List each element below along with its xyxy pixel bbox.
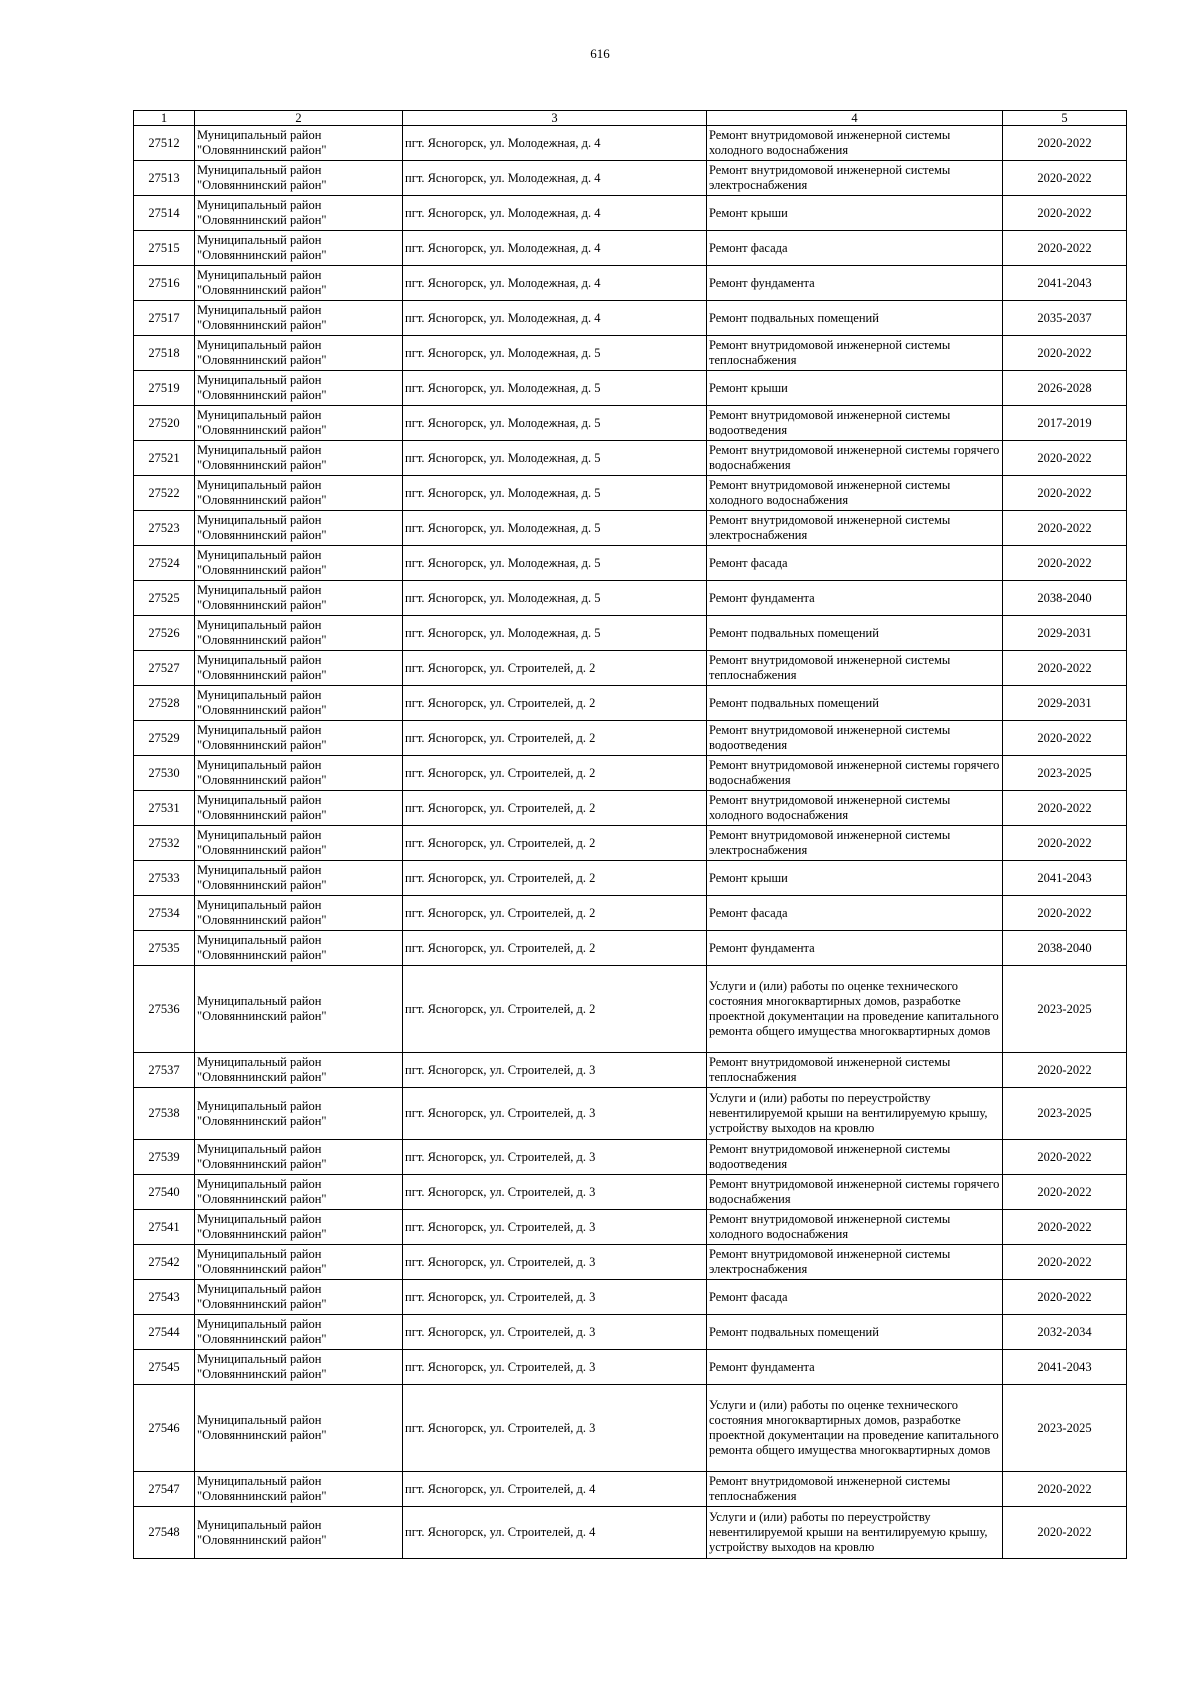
address-cell: пгт. Ясногорск, ул. Молодежная, д. 5 — [403, 581, 707, 616]
row-number: 27525 — [134, 581, 195, 616]
municipality-cell: Муниципальный район "Оловяннинский район" — [195, 441, 403, 476]
municipality-cell: Муниципальный район "Оловяннинский район" — [195, 1210, 403, 1245]
table-row — [134, 896, 1127, 931]
column-header-4: 4 — [707, 111, 1003, 126]
period-cell: 2023-2025 — [1003, 1088, 1127, 1140]
period-cell: 2020-2022 — [1003, 231, 1127, 266]
period-cell: 2038-2040 — [1003, 581, 1127, 616]
work-type-cell: Ремонт подвальных помещений — [707, 616, 1003, 651]
work-type-cell: Ремонт внутридомовой инженерной системы электроснабжения — [707, 1245, 1003, 1280]
municipality-cell: Муниципальный район "Оловяннинский район" — [195, 581, 403, 616]
row-number: 27527 — [134, 651, 195, 686]
address-cell: пгт. Ясногорск, ул. Строителей, д. 2 — [403, 931, 707, 966]
municipality-cell: Муниципальный район "Оловяннинский район" — [195, 791, 403, 826]
work-type-cell: Ремонт подвальных помещений — [707, 301, 1003, 336]
municipality-cell: Муниципальный район "Оловяннинский район" — [195, 1472, 403, 1507]
row-number: 27531 — [134, 791, 195, 826]
municipality-cell: Муниципальный район "Оловяннинский район" — [195, 1385, 403, 1472]
row-number: 27545 — [134, 1350, 195, 1385]
period-cell: 2020-2022 — [1003, 1245, 1127, 1280]
address-cell: пгт. Ясногорск, ул. Молодежная, д. 5 — [403, 406, 707, 441]
municipality-cell: Муниципальный район "Оловяннинский район" — [195, 861, 403, 896]
address-cell: пгт. Ясногорск, ул. Строителей, д. 3 — [403, 1175, 707, 1210]
municipality-cell: Муниципальный район "Оловяннинский район" — [195, 476, 403, 511]
period-cell: 2020-2022 — [1003, 896, 1127, 931]
table-row — [134, 1350, 1127, 1385]
row-number: 27547 — [134, 1472, 195, 1507]
table-row — [134, 1315, 1127, 1350]
row-number: 27546 — [134, 1385, 195, 1472]
period-cell: 2038-2040 — [1003, 931, 1127, 966]
address-cell: пгт. Ясногорск, ул. Строителей, д. 4 — [403, 1507, 707, 1559]
row-number: 27515 — [134, 231, 195, 266]
row-number: 27548 — [134, 1507, 195, 1559]
row-number: 27518 — [134, 336, 195, 371]
address-cell: пгт. Ясногорск, ул. Молодежная, д. 5 — [403, 336, 707, 371]
table-row — [134, 1088, 1127, 1140]
row-number: 27520 — [134, 406, 195, 441]
table-row — [134, 1140, 1127, 1175]
work-type-cell: Ремонт внутридомовой инженерной системы горячего водоснабжения — [707, 1175, 1003, 1210]
work-type-cell: Ремонт внутридомовой инженерной системы водоотведения — [707, 1140, 1003, 1175]
row-number: 27522 — [134, 476, 195, 511]
table-row — [134, 651, 1127, 686]
row-number: 27524 — [134, 546, 195, 581]
column-header-3: 3 — [403, 111, 707, 126]
table-row — [134, 336, 1127, 371]
row-number: 27536 — [134, 966, 195, 1053]
column-header-1: 1 — [134, 111, 195, 126]
work-type-cell: Услуги и (или) работы по оценке технического состояния многоквартирных домов, разработке проектной документации на проведение капитального ремонта общего имущества многоквартирных домов — [707, 966, 1003, 1053]
period-cell: 2041-2043 — [1003, 861, 1127, 896]
table-row — [134, 721, 1127, 756]
period-cell: 2020-2022 — [1003, 1472, 1127, 1507]
municipality-cell: Муниципальный район "Оловяннинский район" — [195, 301, 403, 336]
work-type-cell: Ремонт внутридомовой инженерной системы электроснабжения — [707, 826, 1003, 861]
address-cell: пгт. Ясногорск, ул. Молодежная, д. 4 — [403, 266, 707, 301]
period-cell: 2020-2022 — [1003, 196, 1127, 231]
table-row — [134, 511, 1127, 546]
row-number: 27543 — [134, 1280, 195, 1315]
address-cell: пгт. Ясногорск, ул. Молодежная, д. 4 — [403, 301, 707, 336]
work-type-cell: Ремонт крыши — [707, 196, 1003, 231]
row-number: 27541 — [134, 1210, 195, 1245]
row-number: 27542 — [134, 1245, 195, 1280]
municipality-cell: Муниципальный район "Оловяннинский район" — [195, 966, 403, 1053]
table-row — [134, 441, 1127, 476]
municipality-cell: Муниципальный район "Оловяннинский район" — [195, 1175, 403, 1210]
municipality-cell: Муниципальный район "Оловяннинский район" — [195, 266, 403, 301]
table-row — [134, 1245, 1127, 1280]
work-type-cell: Ремонт крыши — [707, 861, 1003, 896]
row-number: 27530 — [134, 756, 195, 791]
table-row — [134, 1175, 1127, 1210]
table-row — [134, 476, 1127, 511]
work-type-cell: Ремонт фасада — [707, 546, 1003, 581]
address-cell: пгт. Ясногорск, ул. Строителей, д. 2 — [403, 686, 707, 721]
work-type-cell: Ремонт внутридомовой инженерной системы холодного водоснабжения — [707, 791, 1003, 826]
municipality-cell: Муниципальный район "Оловяннинский район" — [195, 371, 403, 406]
row-number: 27521 — [134, 441, 195, 476]
work-type-cell: Ремонт внутридомовой инженерной системы теплоснабжения — [707, 651, 1003, 686]
period-cell: 2041-2043 — [1003, 1350, 1127, 1385]
work-type-cell: Ремонт внутридомовой инженерной системы электроснабжения — [707, 511, 1003, 546]
row-number: 27538 — [134, 1088, 195, 1140]
table-row — [134, 371, 1127, 406]
work-type-cell: Ремонт внутридомовой инженерной системы электроснабжения — [707, 161, 1003, 196]
table-row — [134, 196, 1127, 231]
row-number: 27537 — [134, 1053, 195, 1088]
period-cell: 2020-2022 — [1003, 1507, 1127, 1559]
work-type-cell: Ремонт внутридомовой инженерной системы холодного водоснабжения — [707, 1210, 1003, 1245]
table-row — [134, 616, 1127, 651]
work-type-cell: Ремонт фундамента — [707, 931, 1003, 966]
table-row — [134, 861, 1127, 896]
period-cell: 2017-2019 — [1003, 406, 1127, 441]
row-number: 27544 — [134, 1315, 195, 1350]
table-row — [134, 581, 1127, 616]
row-number: 27540 — [134, 1175, 195, 1210]
period-cell: 2020-2022 — [1003, 651, 1127, 686]
period-cell: 2023-2025 — [1003, 966, 1127, 1053]
address-cell: пгт. Ясногорск, ул. Строителей, д. 2 — [403, 826, 707, 861]
table-row — [134, 1472, 1127, 1507]
municipality-cell: Муниципальный район "Оловяннинский район" — [195, 686, 403, 721]
period-cell: 2020-2022 — [1003, 546, 1127, 581]
work-type-cell: Ремонт фасада — [707, 896, 1003, 931]
page-number: 616 — [590, 46, 610, 61]
period-cell: 2020-2022 — [1003, 1175, 1127, 1210]
period-cell: 2020-2022 — [1003, 1140, 1127, 1175]
table-row — [134, 1385, 1127, 1472]
table-row — [134, 231, 1127, 266]
row-number: 27534 — [134, 896, 195, 931]
period-cell: 2032-2034 — [1003, 1315, 1127, 1350]
municipality-cell: Муниципальный район "Оловяннинский район" — [195, 406, 403, 441]
table-row — [134, 546, 1127, 581]
table-body — [134, 126, 1127, 1559]
municipality-cell: Муниципальный район "Оловяннинский район" — [195, 721, 403, 756]
municipality-cell: Муниципальный район "Оловяннинский район" — [195, 1140, 403, 1175]
municipality-cell: Муниципальный район "Оловяннинский район" — [195, 1280, 403, 1315]
period-cell: 2020-2022 — [1003, 476, 1127, 511]
address-cell: пгт. Ясногорск, ул. Молодежная, д. 5 — [403, 476, 707, 511]
work-type-cell: Ремонт внутридомовой инженерной системы теплоснабжения — [707, 1053, 1003, 1088]
address-cell: пгт. Ясногорск, ул. Строителей, д. 3 — [403, 1210, 707, 1245]
work-type-cell: Ремонт внутридомовой инженерной системы теплоснабжения — [707, 336, 1003, 371]
period-cell: 2020-2022 — [1003, 1053, 1127, 1088]
municipality-cell: Муниципальный район "Оловяннинский район" — [195, 511, 403, 546]
column-number-row — [134, 111, 1127, 126]
address-cell: пгт. Ясногорск, ул. Строителей, д. 3 — [403, 1245, 707, 1280]
work-type-cell: Ремонт внутридомовой инженерной системы водоотведения — [707, 721, 1003, 756]
work-type-cell: Ремонт фасада — [707, 231, 1003, 266]
address-cell: пгт. Ясногорск, ул. Строителей, д. 4 — [403, 1472, 707, 1507]
work-type-cell: Ремонт внутридомовой инженерной системы водоотведения — [707, 406, 1003, 441]
row-number: 27516 — [134, 266, 195, 301]
table-row — [134, 931, 1127, 966]
address-cell: пгт. Ясногорск, ул. Молодежная, д. 5 — [403, 371, 707, 406]
work-type-cell: Ремонт фундамента — [707, 1350, 1003, 1385]
period-cell: 2020-2022 — [1003, 336, 1127, 371]
table-row — [134, 406, 1127, 441]
table-row — [134, 161, 1127, 196]
row-number: 27514 — [134, 196, 195, 231]
table-row — [134, 756, 1127, 791]
address-cell: пгт. Ясногорск, ул. Строителей, д. 2 — [403, 721, 707, 756]
municipality-cell: Муниципальный район "Оловяннинский район" — [195, 826, 403, 861]
address-cell: пгт. Ясногорск, ул. Строителей, д. 2 — [403, 966, 707, 1053]
period-cell: 2020-2022 — [1003, 441, 1127, 476]
address-cell: пгт. Ясногорск, ул. Молодежная, д. 5 — [403, 511, 707, 546]
municipality-cell: Муниципальный район "Оловяннинский район" — [195, 196, 403, 231]
municipality-cell: Муниципальный район "Оловяннинский район" — [195, 336, 403, 371]
work-type-cell: Ремонт фундамента — [707, 581, 1003, 616]
address-cell: пгт. Ясногорск, ул. Молодежная, д. 4 — [403, 196, 707, 231]
municipality-cell: Муниципальный район "Оловяннинский район" — [195, 931, 403, 966]
period-cell: 2035-2037 — [1003, 301, 1127, 336]
municipality-cell: Муниципальный район "Оловяннинский район" — [195, 1507, 403, 1559]
table-row — [134, 1280, 1127, 1315]
column-header-2: 2 — [195, 111, 403, 126]
address-cell: пгт. Ясногорск, ул. Строителей, д. 3 — [403, 1315, 707, 1350]
period-cell: 2023-2025 — [1003, 1385, 1127, 1472]
table-row — [134, 1053, 1127, 1088]
period-cell: 2026-2028 — [1003, 371, 1127, 406]
address-cell: пгт. Ясногорск, ул. Строителей, д. 2 — [403, 791, 707, 826]
municipality-cell: Муниципальный район "Оловяннинский район" — [195, 126, 403, 161]
municipality-cell: Муниципальный район "Оловяннинский район" — [195, 651, 403, 686]
address-cell: пгт. Ясногорск, ул. Строителей, д. 3 — [403, 1053, 707, 1088]
address-cell: пгт. Ясногорск, ул. Молодежная, д. 5 — [403, 546, 707, 581]
work-type-cell: Услуги и (или) работы по оценке технического состояния многоквартирных домов, разработке проектной документации на проведение капитального ремонта общего имущества многоквартирных домов — [707, 1385, 1003, 1472]
period-cell: 2020-2022 — [1003, 721, 1127, 756]
period-cell: 2041-2043 — [1003, 266, 1127, 301]
table-header — [134, 111, 1127, 126]
period-cell: 2020-2022 — [1003, 126, 1127, 161]
table-row — [134, 1210, 1127, 1245]
work-type-cell: Услуги и (или) работы по переустройству невентилируемой крыши на вентилируемую крышу, устройству выходов на кровлю — [707, 1088, 1003, 1140]
period-cell: 2020-2022 — [1003, 791, 1127, 826]
municipality-cell: Муниципальный район "Оловяннинский район" — [195, 231, 403, 266]
municipality-cell: Муниципальный район "Оловяннинский район" — [195, 1350, 403, 1385]
address-cell: пгт. Ясногорск, ул. Строителей, д. 2 — [403, 861, 707, 896]
period-cell: 2020-2022 — [1003, 161, 1127, 196]
row-number: 27519 — [134, 371, 195, 406]
row-number: 27535 — [134, 931, 195, 966]
table-row — [134, 966, 1127, 1053]
work-type-cell: Услуги и (или) работы по переустройству невентилируемой крыши на вентилируемую крышу, устройству выходов на кровлю — [707, 1507, 1003, 1559]
table-row — [134, 266, 1127, 301]
municipality-cell: Муниципальный район "Оловяннинский район" — [195, 1315, 403, 1350]
row-number: 27512 — [134, 126, 195, 161]
row-number: 27513 — [134, 161, 195, 196]
municipality-cell: Муниципальный район "Оловяннинский район" — [195, 546, 403, 581]
period-cell: 2020-2022 — [1003, 1280, 1127, 1315]
table-row — [134, 826, 1127, 861]
period-cell: 2020-2022 — [1003, 826, 1127, 861]
municipality-cell: Муниципальный район "Оловяннинский район" — [195, 616, 403, 651]
municipality-cell: Муниципальный район "Оловяннинский район" — [195, 161, 403, 196]
row-number: 27539 — [134, 1140, 195, 1175]
work-type-cell: Ремонт внутридомовой инженерной системы холодного водоснабжения — [707, 476, 1003, 511]
period-cell: 2023-2025 — [1003, 756, 1127, 791]
municipality-cell: Муниципальный район "Оловяннинский район" — [195, 1053, 403, 1088]
work-type-cell: Ремонт крыши — [707, 371, 1003, 406]
work-type-cell: Ремонт внутридомовой инженерной системы холодного водоснабжения — [707, 126, 1003, 161]
address-cell: пгт. Ясногорск, ул. Строителей, д. 2 — [403, 651, 707, 686]
address-cell: пгт. Ясногорск, ул. Молодежная, д. 4 — [403, 161, 707, 196]
address-cell: пгт. Ясногорск, ул. Молодежная, д. 5 — [403, 441, 707, 476]
capital-repair-table — [133, 110, 1127, 1559]
address-cell: пгт. Ясногорск, ул. Строителей, д. 3 — [403, 1140, 707, 1175]
period-cell: 2020-2022 — [1003, 1210, 1127, 1245]
table-row — [134, 1507, 1127, 1559]
work-type-cell: Ремонт внутридомовой инженерной системы теплоснабжения — [707, 1472, 1003, 1507]
work-type-cell: Ремонт внутридомовой инженерной системы горячего водоснабжения — [707, 756, 1003, 791]
work-type-cell: Ремонт фасада — [707, 1280, 1003, 1315]
work-type-cell: Ремонт фундамента — [707, 266, 1003, 301]
row-number: 27523 — [134, 511, 195, 546]
municipality-cell: Муниципальный район "Оловяннинский район" — [195, 896, 403, 931]
address-cell: пгт. Ясногорск, ул. Строителей, д. 3 — [403, 1088, 707, 1140]
work-type-cell: Ремонт подвальных помещений — [707, 1315, 1003, 1350]
row-number: 27529 — [134, 721, 195, 756]
period-cell: 2020-2022 — [1003, 511, 1127, 546]
address-cell: пгт. Ясногорск, ул. Строителей, д. 2 — [403, 896, 707, 931]
address-cell: пгт. Ясногорск, ул. Строителей, д. 3 — [403, 1280, 707, 1315]
work-type-cell: Ремонт внутридомовой инженерной системы горячего водоснабжения — [707, 441, 1003, 476]
address-cell: пгт. Ясногорск, ул. Молодежная, д. 4 — [403, 231, 707, 266]
address-cell: пгт. Ясногорск, ул. Строителей, д. 3 — [403, 1350, 707, 1385]
row-number: 27532 — [134, 826, 195, 861]
row-number: 27517 — [134, 301, 195, 336]
column-header-5: 5 — [1003, 111, 1127, 126]
row-number: 27526 — [134, 616, 195, 651]
work-type-cell: Ремонт подвальных помещений — [707, 686, 1003, 721]
table-row — [134, 301, 1127, 336]
address-cell: пгт. Ясногорск, ул. Строителей, д. 2 — [403, 756, 707, 791]
municipality-cell: Муниципальный район "Оловяннинский район" — [195, 1245, 403, 1280]
address-cell: пгт. Ясногорск, ул. Молодежная, д. 5 — [403, 616, 707, 651]
row-number: 27533 — [134, 861, 195, 896]
table-row — [134, 686, 1127, 721]
row-number: 27528 — [134, 686, 195, 721]
address-cell: пгт. Ясногорск, ул. Строителей, д. 3 — [403, 1385, 707, 1472]
period-cell: 2029-2031 — [1003, 686, 1127, 721]
table-row — [134, 126, 1127, 161]
address-cell: пгт. Ясногорск, ул. Молодежная, д. 4 — [403, 126, 707, 161]
municipality-cell: Муниципальный район "Оловяннинский район" — [195, 756, 403, 791]
period-cell: 2029-2031 — [1003, 616, 1127, 651]
municipality-cell: Муниципальный район "Оловяннинский район" — [195, 1088, 403, 1140]
table-row — [134, 791, 1127, 826]
